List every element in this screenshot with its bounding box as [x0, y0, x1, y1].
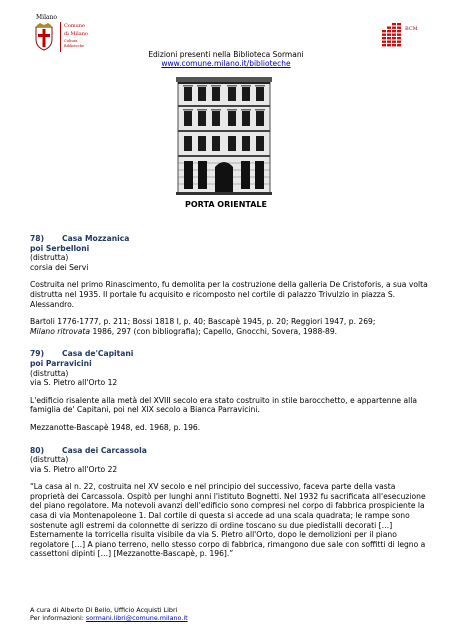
entry-80-number: 80) [30, 445, 45, 455]
logo-divider [60, 22, 61, 52]
header-title: Edizioni presenti nella Biblioteca Sormani [148, 50, 304, 59]
entry-78-bibliography-a: Bartoli 1776-1777, p. 211; Bossi 1818 I, p. 40; Bascapè 1945, p. 20; Reggiori 1947, p. 269; [30, 317, 376, 327]
bcm-grid-icon [378, 22, 404, 48]
logo-line-3: Cultura [64, 39, 78, 43]
entry-78-name-2: poi Serbelloni [30, 243, 90, 253]
catalog-content [30, 234, 430, 559]
footer-credit: A cura di Alberto Di Bello, Ufficio Acquisti Libri [30, 606, 178, 614]
logo-line-1: Comune [64, 23, 85, 29]
logo-line-4: Biblioteche [64, 44, 85, 48]
entry-80-status: (distrutta) [30, 455, 69, 465]
entry-79-status: (distrutta) [30, 368, 69, 378]
header-url-link[interactable]: www.comune.milano.it/biblioteche [161, 59, 291, 68]
footer-email-link[interactable]: sormani.libri@comune.milano.it [85, 614, 188, 622]
entry-78-bibliography-b [30, 327, 430, 337]
entry-78-status: (distrutta) [30, 253, 69, 263]
entry-79-address: via S. Pietro all'Orto 12 [30, 378, 118, 388]
entry-78-address: corsia dei Servi [30, 262, 89, 272]
page-footer [30, 606, 188, 622]
entry-79-name: Casa de'Capitani [62, 349, 134, 359]
bcm-logo [378, 22, 428, 52]
palazzo-facade-illustration [176, 75, 272, 195]
entry-79-description: L'edificio risalente alla metà del XVIII secolo era stato costruito in stile barocchetto, e appartenne alla famiglia de' Capitani, poi nel XIX secolo a Bianca Parravicini. [30, 395, 418, 415]
entry-79-name-2: poi Parravicini [30, 358, 92, 368]
milano-crest-icon [34, 23, 54, 51]
entry-80-quote: “La casa al n. 22, costruita nel XV secolo e nel principio del successivo, faceva parte della vasta proprietà dei Carcassola. Ospitò per lunghi anni l'istituto Bognetti. Nel 1932 fu sacrificata all'esecuzione del piano regolatore. Ma notevoli avanzi dell'edificio sono compresi nel corpo di fabbrica prospiciente la casa di via Montenapoleone 1. Dal cortile di questa si accede ad una scala quadrata; le rampe sono sostenute agli estremi da colonnette di serizzo di ordine toscano su due piedistalli decorati […] Esternamente la torricella risulta visibile da via S. Pietro all'Orto, dopo le demolizioni per il piano regolatore […] A piano terreno, nello stesso corpo di fabbrica, rimangono due sale con soffitti di legno a cassettoni dipinti […] [Mezzanotte-Bascapè, p. 196].” [30, 482, 426, 559]
entry-79-number: 79) [30, 349, 45, 359]
entry-78-bibliography-title: Milano ritrovata [30, 326, 91, 336]
comune-di-milano-logo [30, 14, 120, 54]
entry-79-title [30, 349, 430, 359]
footer-contact [30, 614, 188, 622]
section-title: PORTA ORIENTALE [185, 200, 267, 209]
entry-80-name: Casa dei Carcassola [62, 445, 147, 455]
footer-contact-label: Per informazioni: [30, 614, 86, 622]
entry-78-title [30, 234, 430, 244]
logo-line-2: di Milano [64, 31, 88, 37]
entry-78-description: Costruita nel primo Rinascimento, fu demolita per la costruzione della galleria De Cristoforis, a sua volta distrutta nel 1935. Il portale fu acquisito e ricomposto nel cortile di palazzo Trivulzio in piazza S. Alessandro. [30, 280, 428, 309]
entry-78-name: Casa Mozzanica [62, 234, 130, 243]
bcm-logo-text: BCM [405, 26, 418, 32]
entry-80-address: via S. Pietro all'Orto 22 [30, 464, 118, 474]
entry-80-title [30, 446, 430, 456]
entry-78-bibliography-rest: 1986, 297 (con bibliografia); Capello, Gnocchi, Sovera, 1988-89. [90, 326, 338, 336]
logo-city-name: Milano [36, 14, 58, 21]
entry-79-bibliography: Mezzanotte-Bascapè 1948, ed. 1968, p. 196. [30, 422, 201, 432]
entry-78-number: 78) [30, 234, 45, 243]
